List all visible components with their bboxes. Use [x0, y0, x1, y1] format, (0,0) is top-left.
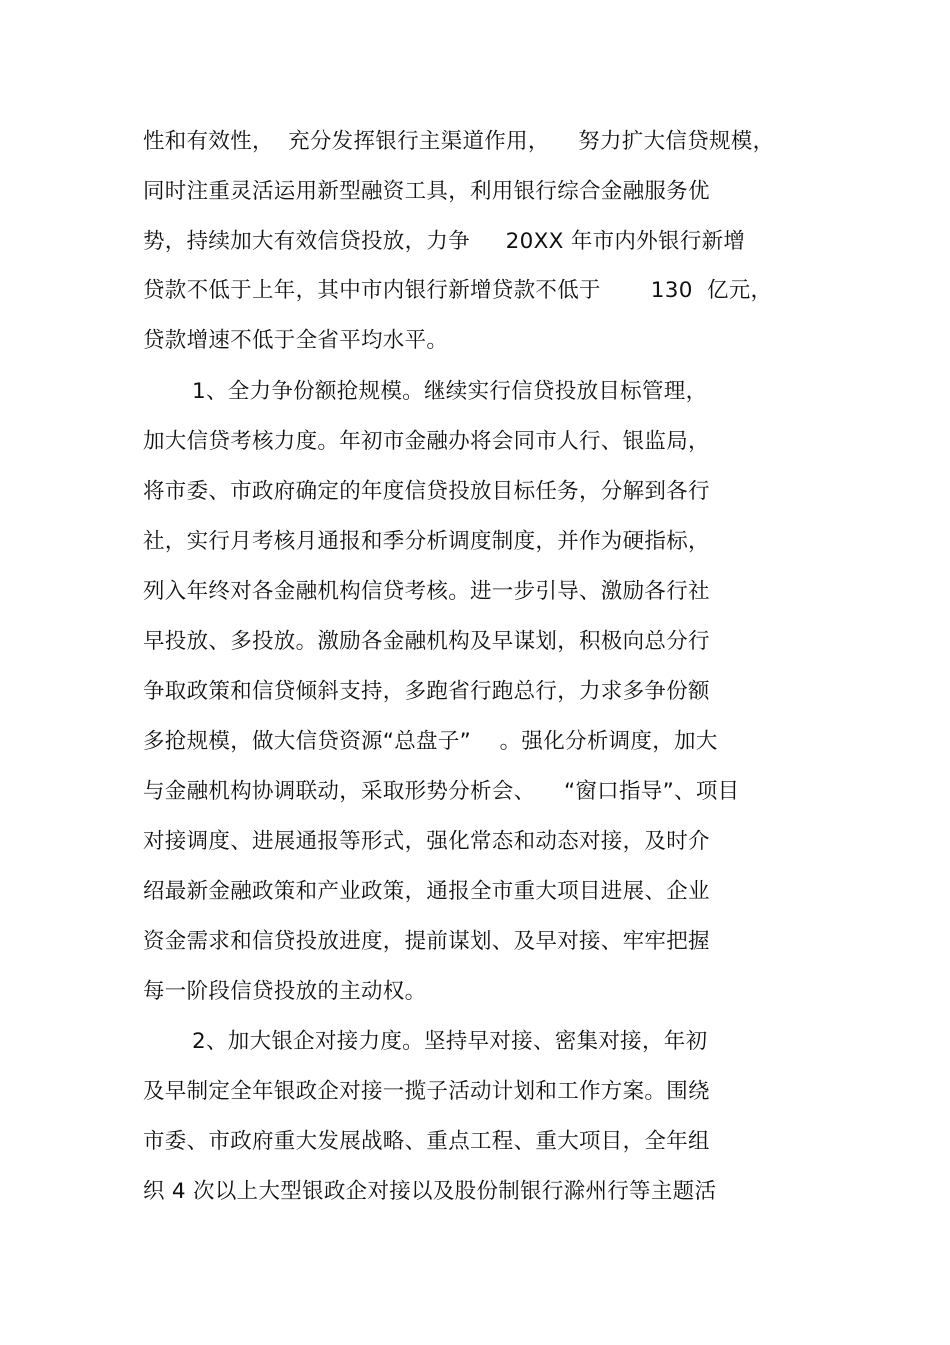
text-line: 争取政策和信贷倾斜支持，多跑省行跑总行，力求多争份额 [143, 679, 710, 704]
text-line: 资金需求和信贷投放进度，提前谋划、及早对接、牢牢把握 [143, 929, 710, 954]
text-line: 社，实行月考核月通报和季分析调度制度，并作为硬指标， [143, 529, 710, 554]
text-line: 及早制定全年银政企对接一揽子活动计划和工作方案。围绕 [143, 1079, 710, 1104]
text-line: 性和有效性， 充分发挥银行主渠道作用， 努力扩大信贷规模， [143, 129, 775, 154]
text-line: 多抢规模，做大信贷资源“总盘子” 。强化分析调度，加大 [143, 729, 718, 754]
text-line: 同时注重灵活运用新型融资工具，利用银行综合金融服务优 [143, 179, 710, 204]
text-line: 贷款增速不低于全省平均水平。 [143, 328, 449, 353]
text-line: 织 4 次以上大型银政企对接以及股份制银行滁州行等主题活 [143, 1179, 717, 1204]
text-line: 绍最新金融政策和产业政策，通报全市重大项目进展、企业 [143, 879, 710, 904]
text-line: 列入年终对各金融机构信贷考核。进一步引导、激励各行社 [143, 579, 710, 604]
text-line: 对接调度、进展通报等形式，强化常态和动态对接，及时介 [143, 829, 710, 854]
text-line: 每一阶段信贷投放的主动权。 [143, 979, 427, 1004]
text-line: 与金融机构协调联动，采取形势分析会、 “窗口指导”、项目 [143, 779, 740, 804]
text-line: 贷款不低于上年，其中市内银行新增贷款不低于 130 亿元， [143, 278, 773, 303]
paragraph-heading: 2、加大银企对接力度。坚持早对接、密集对接，年初 [192, 1029, 708, 1054]
text-line: 早投放、多投放。激励各金融机构及早谋划，积极向总分行 [143, 629, 710, 654]
text-line: 将市委、市政府确定的年度信贷投放目标任务，分解到各行 [143, 479, 710, 504]
paragraph-heading: 1、全力争份额抢规模。继续实行信贷投放目标管理， [192, 379, 708, 404]
text-line: 加大信贷考核力度。年初市金融办将会同市人行、银监局， [143, 429, 710, 454]
text-line: 市委、市政府重大发展战略、重点工程、重大项目，全年组 [143, 1129, 710, 1154]
text-line: 势，持续加大有效信贷投放，力争 20XX 年市内外银行新增 [143, 229, 746, 254]
